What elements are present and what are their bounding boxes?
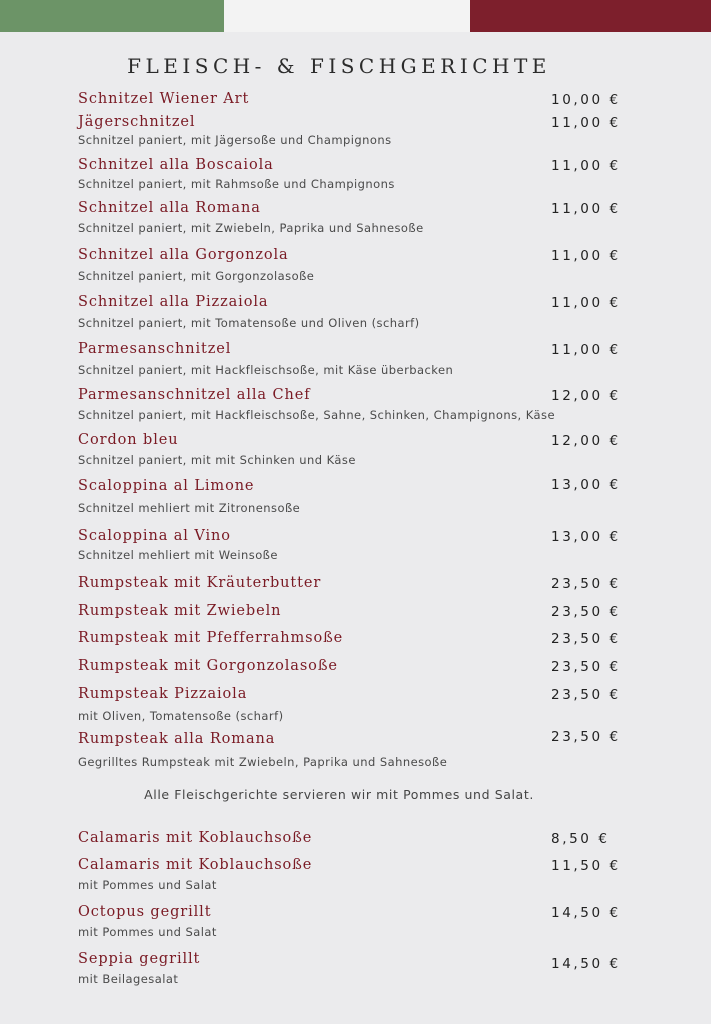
dish-name: Parmesanschnitzel: [78, 341, 232, 357]
dish-price: 11,00 €: [551, 342, 621, 358]
dish-description: mit Beilagesalat: [78, 972, 179, 986]
dish-description: Schnitzel mehliert mit Zitronensoße: [78, 501, 301, 515]
flag-stripe-white: [224, 0, 470, 32]
page-title: FLEISCH- & FISCHGERICHTE: [127, 54, 551, 78]
dish-price: 8,50 €: [551, 831, 610, 847]
dish-description: Schnitzel paniert, mit mit Schinken und Käse: [78, 453, 356, 467]
dish-description: mit Pommes und Salat: [78, 878, 217, 892]
dish-price: 14,50 €: [551, 905, 621, 921]
dish-name: Scaloppina al Vino: [78, 528, 231, 544]
dish-price: 23,50 €: [551, 687, 621, 703]
dish-description: Schnitzel paniert, mit Tomatensoße und Oliven (scharf): [78, 316, 420, 330]
dish-description: mit Oliven, Tomatensoße (scharf): [78, 709, 284, 723]
dish-price: 23,50 €: [551, 631, 621, 647]
dish-price: 14,50 €: [551, 956, 621, 972]
dish-price: 11,50 €: [551, 858, 621, 874]
dish-name: Jägerschnitzel: [78, 114, 196, 130]
dish-price: 10,00 €: [551, 92, 621, 108]
dish-name: Schnitzel alla Gorgonzola: [78, 247, 289, 263]
dish-description: Schnitzel paniert, mit Zwiebeln, Paprika und Sahnesoße: [78, 221, 424, 235]
dish-name: Calamaris mit Koblauchsoße: [78, 830, 313, 846]
dish-name: Scaloppina al Limone: [78, 478, 255, 494]
dish-description: Gegrilltes Rumpsteak mit Zwiebeln, Paprika und Sahnesoße: [78, 755, 448, 769]
dish-price: 11,00 €: [551, 115, 621, 131]
dish-name: Parmesanschnitzel alla Chef: [78, 387, 311, 403]
flag-stripe-red: [470, 0, 711, 32]
dish-description: Schnitzel paniert, mit Gorgonzolasoße: [78, 269, 315, 283]
dish-name: Octopus gegrillt: [78, 904, 212, 920]
dish-price: 23,50 €: [551, 729, 621, 745]
dish-price: 12,00 €: [551, 388, 621, 404]
dish-price: 12,00 €: [551, 433, 621, 449]
dish-name: Calamaris mit Koblauchsoße: [78, 857, 313, 873]
dish-price: 11,00 €: [551, 158, 621, 174]
flag-stripe-green: [0, 0, 224, 32]
dish-description: Schnitzel paniert, mit Rahmsoße und Champignons: [78, 177, 395, 191]
dish-name: Schnitzel alla Boscaiola: [78, 157, 274, 173]
dish-name: Rumpsteak alla Romana: [78, 731, 276, 747]
dish-price: 13,00 €: [551, 529, 621, 545]
dish-name: Rumpsteak mit Pfefferrahmsoße: [78, 630, 344, 646]
dish-name: Rumpsteak mit Gorgonzolasoße: [78, 658, 338, 674]
dish-price: 11,00 €: [551, 295, 621, 311]
dish-description: Schnitzel paniert, mit Jägersoße und Champignons: [78, 133, 392, 147]
dish-description: Schnitzel paniert, mit Hackfleischsoße, mit Käse überbacken: [78, 363, 454, 377]
dish-name: Schnitzel Wiener Art: [78, 91, 250, 107]
dish-name: Seppia gegrillt: [78, 951, 201, 967]
dish-name: Rumpsteak mit Zwiebeln: [78, 603, 282, 619]
dish-description: Schnitzel paniert, mit Hackfleischsoße, Sahne, Schinken, Champignons, Käse: [78, 408, 555, 422]
dish-name: Rumpsteak mit Kräuterbutter: [78, 575, 322, 591]
dish-name: Schnitzel alla Pizzaiola: [78, 294, 269, 310]
dish-description: mit Pommes und Salat: [78, 925, 217, 939]
serving-note: Alle Fleischgerichte servieren wir mit Pommes und Salat.: [144, 787, 534, 802]
dish-name: Cordon bleu: [78, 432, 179, 448]
dish-name: Schnitzel alla Romana: [78, 200, 261, 216]
dish-price: 23,50 €: [551, 659, 621, 675]
dish-price: 11,00 €: [551, 248, 621, 264]
dish-price: 23,50 €: [551, 604, 621, 620]
dish-name: Rumpsteak Pizzaiola: [78, 686, 248, 702]
dish-description: Schnitzel mehliert mit Weinsoße: [78, 548, 278, 562]
dish-price: 13,00 €: [551, 477, 621, 493]
dish-price: 23,50 €: [551, 576, 621, 592]
dish-price: 11,00 €: [551, 201, 621, 217]
